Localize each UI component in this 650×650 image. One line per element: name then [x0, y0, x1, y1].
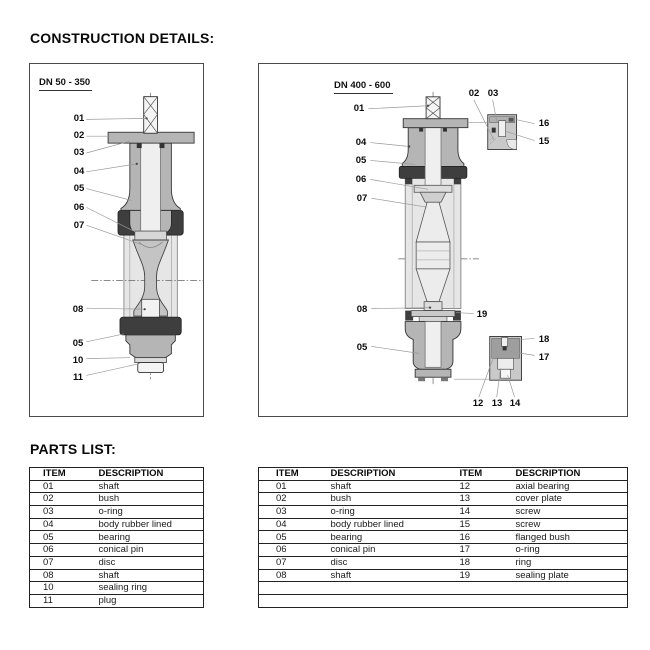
lower-bearing-housing — [405, 322, 461, 382]
table-cell — [499, 594, 628, 607]
table-cell: 03 — [259, 506, 314, 519]
o-ring-left — [419, 128, 423, 132]
table-row — [259, 531, 628, 544]
table-row — [30, 582, 204, 595]
table-cell — [314, 594, 443, 607]
table-row — [259, 518, 628, 531]
flanged-bush-detail — [509, 118, 514, 122]
table-cell: body rubber lined — [314, 518, 443, 531]
table-cell: disc — [314, 556, 443, 569]
plug — [138, 363, 164, 373]
bearing-housing — [126, 335, 175, 358]
table-row — [259, 556, 628, 569]
callout-label-10: 10 — [72, 355, 84, 366]
table-cell — [314, 582, 443, 595]
table-cell: bearing — [86, 531, 204, 544]
range-label-dn50-350: DN 50 - 350 — [39, 77, 92, 91]
callout-label-05: 05 — [356, 342, 368, 353]
table-row — [30, 518, 204, 531]
table-cell: plug — [86, 594, 204, 607]
table-cell: shaft — [314, 569, 443, 582]
column-header: DESCRIPTION — [330, 468, 396, 480]
table-cell: 02 — [30, 493, 86, 506]
table-cell: 18 — [443, 556, 499, 569]
ring-detail — [502, 337, 508, 346]
shaft-bore — [425, 128, 441, 186]
table-row — [30, 531, 204, 544]
table-cell: o-ring — [86, 506, 204, 519]
table-cell: axial bearing — [499, 480, 628, 493]
table-cell: screw — [499, 518, 628, 531]
table-cell: cover plate — [499, 493, 628, 506]
callout-label-06: 06 — [73, 202, 85, 213]
o-ring-left — [137, 143, 142, 148]
table-cell: ring — [499, 556, 628, 569]
valve-cross-section-dn400-600 — [259, 64, 627, 416]
table-row — [259, 506, 628, 519]
table-cell: flanged bush — [499, 531, 628, 544]
diagram-panel-dn50-350 — [29, 63, 204, 417]
callout-label-19: 19 — [476, 309, 488, 320]
table-cell: shaft — [86, 480, 204, 493]
callout-label-07: 07 — [73, 220, 85, 231]
table-cell: 10 — [30, 582, 86, 595]
detail-inset-bottom — [490, 336, 522, 380]
column-header: ITEM — [43, 468, 66, 480]
callout-label-17: 17 — [538, 352, 550, 363]
shaft-bore — [141, 143, 161, 231]
stem-shaft — [144, 97, 158, 134]
table-cell: 16 — [443, 531, 499, 544]
table-row — [30, 569, 204, 582]
parts-list-heading: PARTS LIST: — [30, 441, 116, 457]
table-header-row — [30, 468, 204, 481]
table-cell: 07 — [30, 556, 86, 569]
table-row — [30, 556, 204, 569]
callout-label-18: 18 — [538, 334, 550, 345]
callout-label-08: 08 — [356, 304, 368, 315]
valve-cross-section-dn50-350 — [30, 64, 203, 416]
table-cell: o-ring — [314, 506, 443, 519]
callout-label-01: 01 — [353, 103, 365, 114]
table-row — [30, 480, 204, 493]
table-cell: o-ring — [499, 544, 628, 557]
table-cell: 12 — [443, 480, 499, 493]
callout-label-02: 02 — [73, 130, 85, 141]
table-cell: 17 — [443, 544, 499, 557]
callout-label-03: 03 — [73, 147, 85, 158]
callout-label-16: 16 — [538, 118, 550, 129]
detail-inset-top — [488, 115, 517, 150]
table-cell: 14 — [443, 506, 499, 519]
empty-table-row — [259, 594, 628, 607]
diagram-panel-dn400-600 — [258, 63, 628, 417]
seal-band-bottom — [120, 317, 181, 335]
table-cell: 01 — [259, 480, 314, 493]
table-cell — [443, 582, 499, 595]
callout-label-15: 15 — [538, 136, 550, 147]
column-header: ITEM — [459, 468, 483, 480]
conical-pin-collar — [135, 231, 167, 240]
table-cell: 04 — [259, 518, 314, 531]
callout-label-12: 12 — [472, 398, 484, 409]
callout-label-07: 07 — [356, 193, 368, 204]
empty-table-row — [259, 582, 628, 595]
table-cell: 19 — [443, 569, 499, 582]
cover-plate-detail — [501, 369, 511, 378]
construction-details-heading: CONSTRUCTION DETAILS: — [30, 30, 215, 46]
table-cell: 01 — [30, 480, 86, 493]
callout-label-06: 06 — [355, 174, 367, 185]
parts-table-dn400-600 — [258, 467, 628, 608]
table-cell: sealing plate — [499, 569, 628, 582]
table-cell: shaft — [314, 480, 443, 493]
table-row — [30, 506, 204, 519]
table-cell: 08 — [259, 569, 314, 582]
table-row — [30, 544, 204, 557]
callout-label-08: 08 — [72, 304, 84, 315]
callout-label-13: 13 — [491, 398, 503, 409]
table-row — [259, 544, 628, 557]
table-cell: 03 — [30, 506, 86, 519]
range-label-dn400-600: DN 400 - 600 — [334, 80, 393, 94]
o-ring-right — [443, 128, 447, 132]
table-cell: conical pin — [314, 544, 443, 557]
callout-label-02: 02 — [468, 88, 480, 99]
table-cell: bush — [86, 493, 204, 506]
table-cell: 05 — [30, 531, 86, 544]
table-cell: 11 — [30, 594, 86, 607]
table-header-row — [259, 468, 628, 481]
column-header: ITEM — [276, 468, 299, 480]
callout-label-01: 01 — [73, 113, 85, 124]
callout-label-05: 05 — [355, 155, 367, 166]
o-ring-detail — [492, 128, 496, 133]
axial-bearing-detail — [498, 358, 514, 369]
table-cell: body rubber lined — [86, 518, 204, 531]
table-cell: disc — [86, 556, 204, 569]
table-cell: screw — [499, 506, 628, 519]
table-row — [259, 493, 628, 506]
table-cell: bearing — [314, 531, 443, 544]
table-cell: conical pin — [86, 544, 204, 557]
sealing-ring — [135, 358, 167, 363]
callout-label-04: 04 — [355, 137, 367, 148]
callout-label-05: 05 — [72, 338, 84, 349]
table-row — [30, 594, 204, 607]
o-ring-detail — [503, 346, 507, 350]
table-cell: sealing ring — [86, 582, 204, 595]
screw-detail — [499, 121, 506, 137]
table-cell: 13 — [443, 493, 499, 506]
table-cell: 05 — [259, 531, 314, 544]
table-cell: shaft — [86, 569, 204, 582]
table-cell — [443, 594, 499, 607]
stem-shaft — [426, 97, 440, 119]
callout-label-11: 11 — [72, 372, 84, 383]
table-row — [259, 480, 628, 493]
table-cell: 15 — [443, 518, 499, 531]
table-cell: 06 — [30, 544, 86, 557]
callout-label-03: 03 — [487, 88, 499, 99]
column-header: DESCRIPTION — [98, 468, 164, 480]
callout-label-05: 05 — [73, 183, 85, 194]
table-cell: 07 — [259, 556, 314, 569]
callout-label-14: 14 — [509, 398, 521, 409]
parts-table-dn50-350 — [29, 467, 204, 608]
table-cell: 06 — [259, 544, 314, 557]
table-cell: 04 — [30, 518, 86, 531]
table-row — [259, 569, 628, 582]
callout-label-04: 04 — [73, 166, 85, 177]
table-cell: 08 — [30, 569, 86, 582]
table-cell — [499, 582, 628, 595]
table-cell: bush — [314, 493, 443, 506]
o-ring-right — [160, 143, 165, 148]
table-cell — [259, 594, 314, 607]
table-cell: 02 — [259, 493, 314, 506]
column-header: DESCRIPTION — [515, 468, 581, 480]
table-row — [30, 493, 204, 506]
table-cell — [259, 582, 314, 595]
